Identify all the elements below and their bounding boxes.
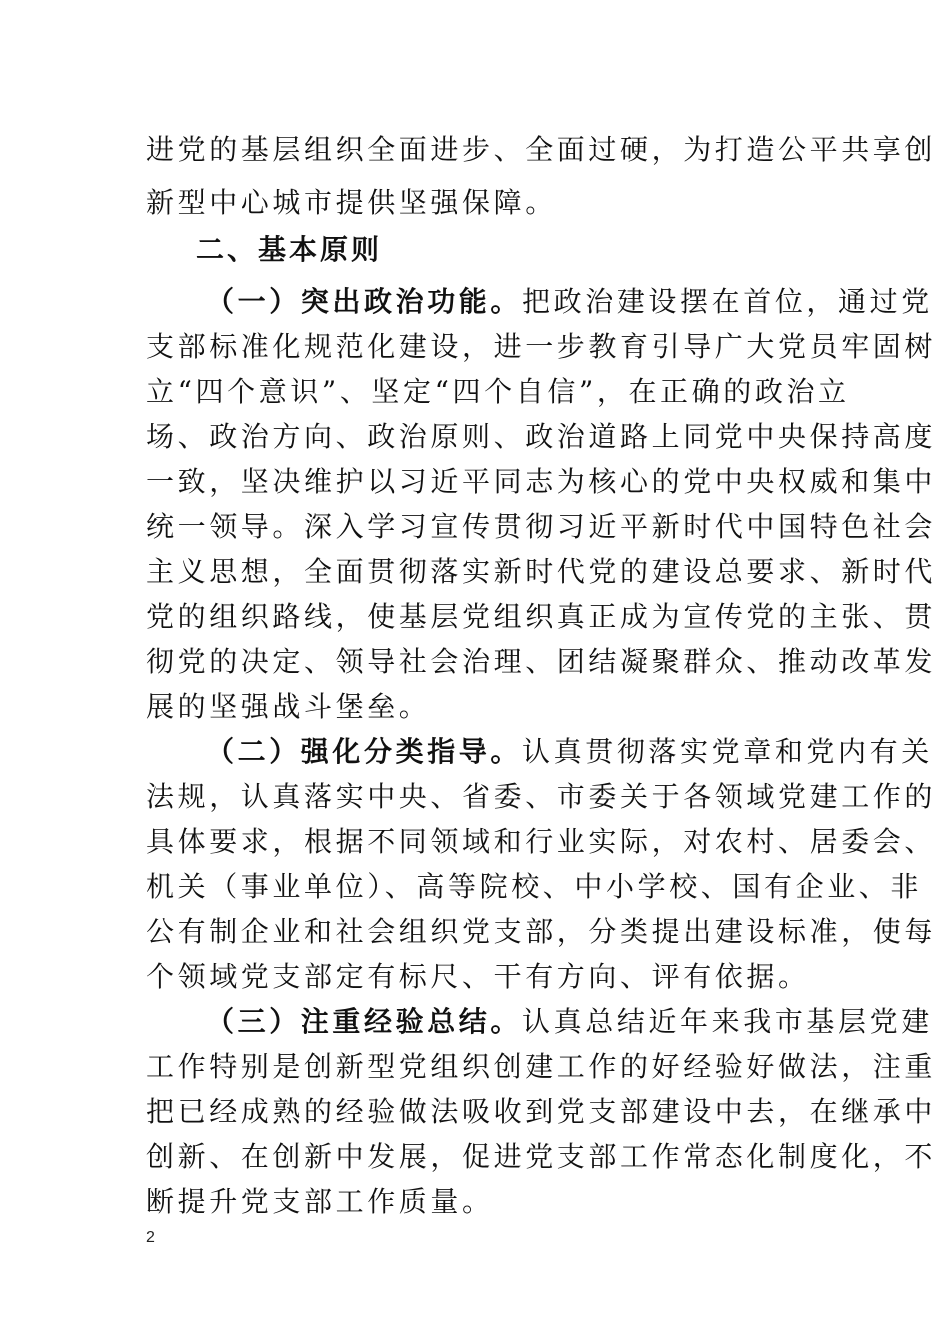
principle-first-line [206, 1000, 933, 1044]
paragraph-line: 断提升党支部工作质量。 [146, 1185, 494, 1218]
paragraph-line: 立“四个意识”、坚定“四个自信”，在正确的政治立 [146, 375, 850, 408]
paragraph-line: 把已经成熟的经验做法吸收到党支部建设中去，在继承中 [146, 1095, 937, 1128]
principle-text: 认真贯彻落实党章和党内有关 [522, 735, 933, 768]
paragraph-line: 新型中心城市提供坚强保障。 [146, 186, 557, 219]
paragraph-line: 展的坚强战斗堡垒。 [146, 690, 431, 723]
principle-title: （二）强化分类指导。 [206, 735, 523, 768]
principle-first-line [206, 730, 933, 774]
paragraph-line: 法规，认真落实中央、省委、市委关于各领域党建工作的 [146, 780, 937, 813]
paragraph-line: 具体要求，根据不同领域和行业实际，对农村、居委会、 [146, 825, 937, 858]
principle-text: 把政治建设摆在首位，通过党 [522, 285, 933, 318]
paragraph-line: 个领域党支部定有标尺、干有方向、评有依据。 [146, 960, 810, 993]
page-number: 2 [146, 1229, 155, 1246]
paragraph-line: 场、政治方向、政治原则、政治道路上同党中央保持高度 [146, 420, 937, 453]
paragraph-line: 支部标准化规范化建设，进一步教育引导广大党员牢固树 [146, 330, 937, 363]
paragraph-line: 机关（事业单位）、高等院校、中小学校、国有企业、非 [146, 870, 923, 903]
paragraph-line: 工作特别是创新型党组织创建工作的好经验好做法，注重 [146, 1050, 937, 1083]
paragraph-line: 一致，坚决维护以习近平同志为核心的党中央权威和集中 [146, 465, 937, 498]
section-heading: 二、基本原则 [196, 233, 383, 266]
paragraph-line: 主义思想，全面贯彻落实新时代党的建设总要求、新时代 [146, 555, 937, 588]
paragraph-line: 彻党的决定、领导社会治理、团结凝聚群众、推动改革发 [146, 645, 937, 678]
paragraph-line: 统一领导。深入学习宣传贯彻习近平新时代中国特色社会 [146, 510, 937, 543]
principle-title: （三）注重经验总结。 [206, 1005, 523, 1038]
principle-text: 认真总结近年来我市基层党建 [522, 1005, 933, 1038]
principle-first-line [206, 280, 933, 324]
paragraph-line: 党的组织路线，使基层党组织真正成为宣传党的主张、贯 [146, 600, 937, 633]
principle-title: （一）突出政治功能。 [206, 285, 523, 318]
paragraph-line: 公有制企业和社会组织党支部，分类提出建设标准，使每 [146, 915, 937, 948]
paragraph-line: 进党的基层组织全面进步、全面过硬，为打造公平共享创 [146, 133, 937, 166]
paragraph-line: 创新、在创新中发展，促进党支部工作常态化制度化，不 [146, 1140, 937, 1173]
